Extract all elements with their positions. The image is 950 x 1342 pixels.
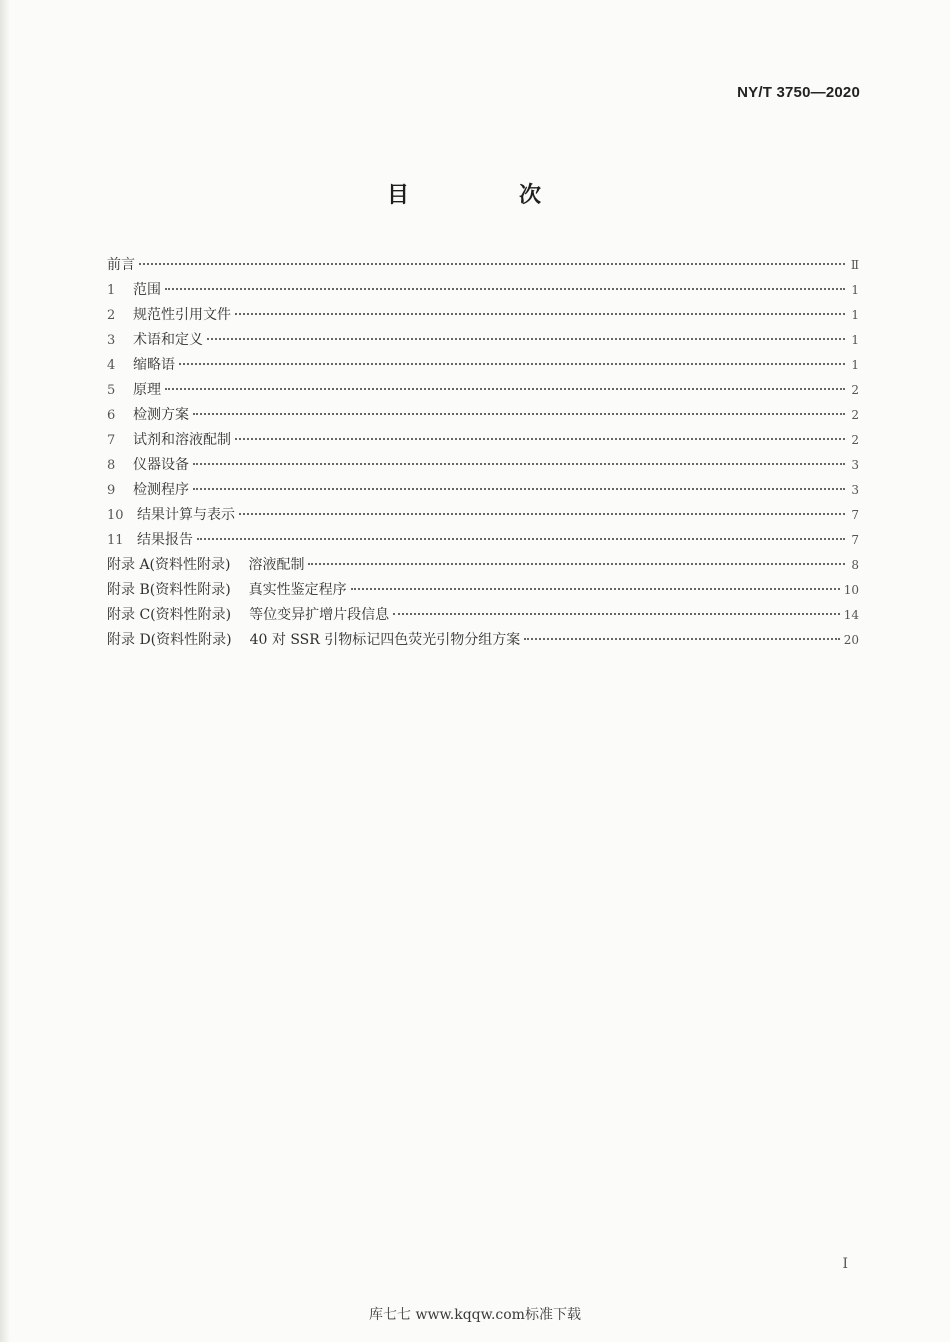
toc-entry-page: 7: [851, 533, 859, 547]
dot-leader: [239, 513, 845, 515]
toc-entry-6[interactable]: [107, 404, 859, 429]
toc-entry-label: 结果计算与表示: [137, 507, 235, 523]
toc-entry-label: 原理: [133, 382, 161, 398]
toc-entry-number: 6: [107, 408, 116, 423]
toc-entry-label: 等位变异扩增片段信息: [249, 607, 390, 623]
toc-entry-5[interactable]: [107, 379, 859, 404]
toc-entry-appendix-b[interactable]: [107, 579, 859, 604]
toc-entry-foreword[interactable]: [107, 254, 859, 279]
dot-leader: [393, 613, 840, 615]
toc-entry-number: 1: [107, 283, 116, 298]
toc-entry-label: 40 对 SSR 引物标记四色荧光引物分组方案: [249, 632, 521, 648]
toc-entry-4[interactable]: [107, 354, 859, 379]
dot-leader: [308, 563, 845, 565]
toc-entry-number: 5: [107, 383, 116, 398]
toc-entry-page: 2: [851, 383, 859, 397]
dot-leader: [179, 363, 845, 365]
dot-leader: [351, 588, 840, 590]
toc-entry-label: 前言: [107, 257, 135, 273]
toc-entry-label: 试剂和溶液配制: [133, 432, 231, 448]
toc-entry-7[interactable]: [107, 429, 859, 454]
toc-entry-number: 附录 C(资料性附录): [107, 607, 232, 623]
toc-entry-label: 仪器设备: [133, 457, 189, 473]
dot-leader: [193, 488, 845, 490]
dot-leader: [235, 438, 845, 440]
toc-entry-number: 4: [107, 358, 116, 373]
toc-entry-label: 检测方案: [133, 407, 189, 423]
toc-entry-2[interactable]: [107, 304, 859, 329]
toc-entry-number: 8: [107, 458, 116, 473]
toc-entry-number: 11: [107, 533, 124, 548]
toc-entry-page: 1: [851, 358, 859, 372]
toc-entry-label: 结果报告: [137, 532, 193, 548]
toc-entry-number: 10: [107, 508, 124, 523]
toc-entry-9[interactable]: [107, 479, 859, 504]
dot-leader: [235, 313, 845, 315]
toc-entry-3[interactable]: [107, 329, 859, 354]
toc-entry-page: 3: [851, 483, 859, 497]
toc-entry-appendix-c[interactable]: [107, 604, 859, 629]
toc-entry-number: 9: [107, 483, 116, 498]
toc-entry-page: 1: [851, 308, 859, 322]
dot-leader: [139, 263, 845, 265]
toc-entry-label: 术语和定义: [133, 332, 203, 348]
toc-title: 目 次: [386, 183, 585, 208]
dot-leader: [193, 413, 845, 415]
toc-entry-page: 10: [843, 583, 859, 597]
toc-entry-appendix-a[interactable]: [107, 554, 859, 579]
table-of-contents: [107, 254, 859, 654]
standard-code: NY/T 3750—2020: [737, 84, 860, 101]
toc-entry-page: 2: [851, 408, 859, 422]
toc-entry-number: 3: [107, 333, 116, 348]
toc-entry-label: 缩略语: [133, 357, 175, 373]
toc-entry-page: Ⅱ: [850, 258, 859, 272]
toc-entry-label: 范围: [133, 282, 161, 298]
dot-leader: [165, 388, 845, 390]
toc-entry-page: 7: [851, 508, 859, 522]
toc-entry-page: 1: [851, 283, 859, 297]
dot-leader: [207, 338, 845, 340]
toc-entry-page: 14: [843, 608, 859, 622]
toc-entry-number: 附录 D(资料性附录): [107, 632, 232, 648]
toc-entry-label: 规范性引用文件: [133, 307, 231, 323]
toc-entry-number: 附录 A(资料性附录): [107, 557, 231, 573]
toc-entry-page: 20: [843, 633, 859, 647]
dot-leader: [197, 538, 845, 540]
footer-watermark: 库七七 www.kqqw.com标准下载: [369, 1307, 581, 1323]
toc-entry-number: 2: [107, 308, 116, 323]
toc-entry-label: 溶液配制: [248, 557, 305, 573]
page-number: I: [842, 1256, 848, 1272]
toc-entry-label: 检测程序: [133, 482, 189, 498]
toc-entry-page: 3: [851, 458, 859, 472]
dot-leader: [524, 638, 839, 640]
toc-entry-page: 1: [851, 333, 859, 347]
dot-leader: [165, 288, 845, 290]
toc-entry-page: 2: [851, 433, 859, 447]
toc-entry-number: 附录 B(资料性附录): [107, 582, 231, 598]
toc-entry-11[interactable]: [107, 529, 859, 554]
toc-entry-page: 8: [851, 558, 859, 572]
toc-entry-appendix-d[interactable]: [107, 629, 859, 654]
dot-leader: [193, 463, 845, 465]
toc-entry-1[interactable]: [107, 279, 859, 304]
toc-entry-number: 7: [107, 433, 116, 448]
toc-entry-10[interactable]: [107, 504, 859, 529]
toc-entry-label: 真实性鉴定程序: [248, 582, 347, 598]
toc-entry-8[interactable]: [107, 454, 859, 479]
